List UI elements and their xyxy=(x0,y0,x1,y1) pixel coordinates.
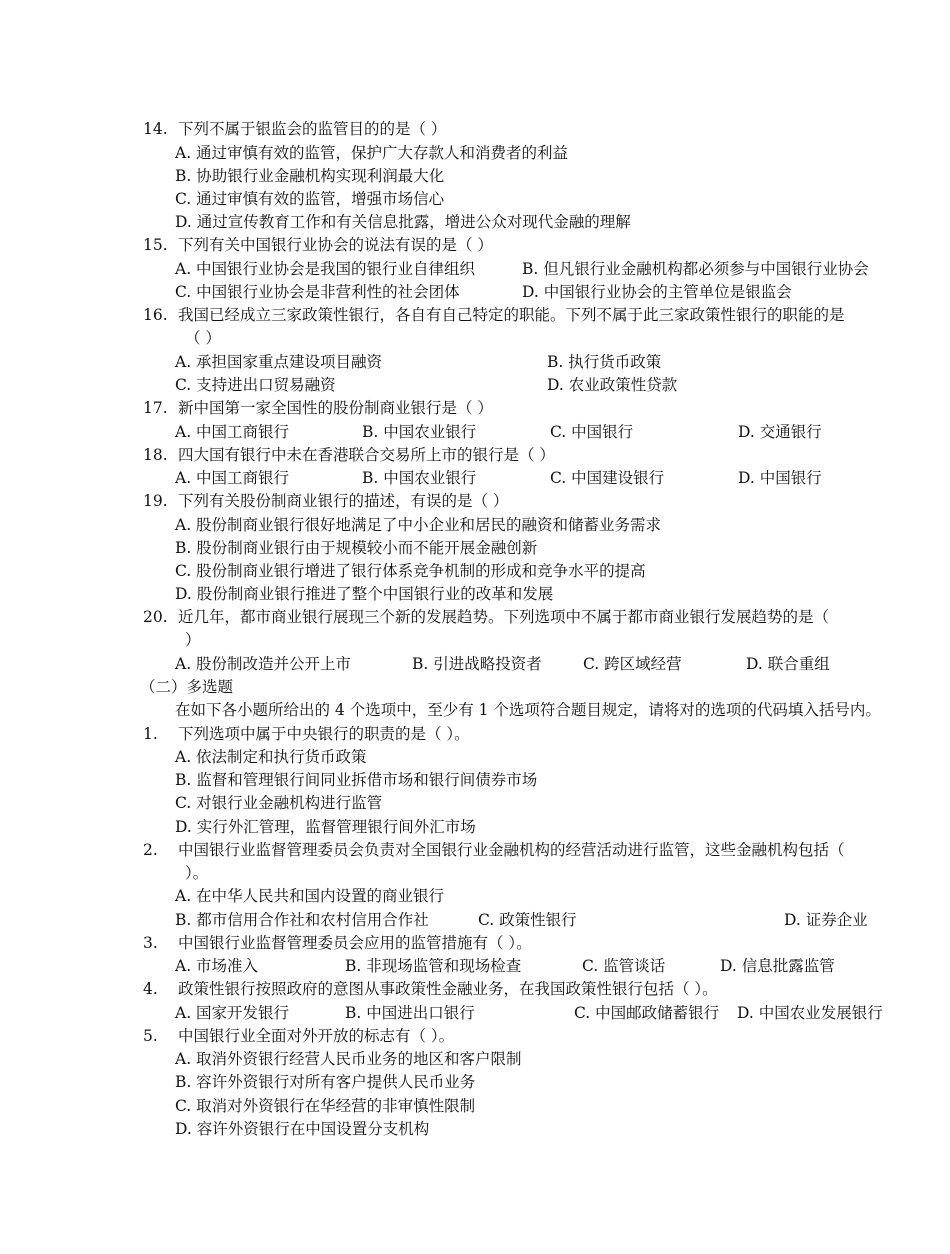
option: D. 中国银行业协会的主管单位是银监会 xyxy=(522,283,792,301)
question-number: 2. xyxy=(143,841,158,859)
option: B. 股份制商业银行由于规模较小而不能开展金融创新 xyxy=(175,539,538,557)
option: B. 执行货币政策 xyxy=(547,353,662,371)
option: D. 交通银行 xyxy=(738,423,822,441)
option: A. 市场准入 xyxy=(175,957,259,975)
option: C. 对银行业金融机构进行监管 xyxy=(175,794,383,812)
option: C. 监管谈话 xyxy=(582,957,666,975)
question-text: 近几年，都市商业银行展现三个新的发展趋势。下列选项中不属于都市商业银行发展趋势的是（ xyxy=(178,608,830,626)
option: D. 联合重组 xyxy=(746,655,830,673)
question-text: 下列有关股份制商业银行的描述，有误的是（ ） xyxy=(178,492,509,510)
option: D. 实行外汇管理，监督管理银行间外汇市场 xyxy=(175,818,476,836)
option: C. 支持进出口贸易融资 xyxy=(175,376,336,394)
question-text: 四大国有银行中未在香港联合交易所上市的银行是（ ） xyxy=(178,446,555,464)
option: C. 中国银行业协会是非营利性的社会团体 xyxy=(175,283,460,301)
option: A. 依法制定和执行货币政策 xyxy=(175,748,367,766)
question-number: 15. xyxy=(143,236,168,254)
option: D. 信息批露监管 xyxy=(720,957,835,975)
option: D. 中国银行 xyxy=(738,469,822,487)
option: B. 中国农业银行 xyxy=(362,469,477,487)
question-number: 16. xyxy=(143,306,168,324)
option: B. 协助银行业金融机构实现利润最大化 xyxy=(175,167,445,185)
option: B. 容许外资银行对所有客户提供人民币业务 xyxy=(175,1073,476,1091)
question-text: 中国银行业监督管理委员会应用的监管措施有（ ）。 xyxy=(178,934,532,952)
option: B. 但凡银行业金融机构都必须参与中国银行业协会 xyxy=(522,260,869,278)
option: C. 中国建设银行 xyxy=(550,469,665,487)
option: C. 跨区域经营 xyxy=(583,655,682,673)
option: C. 中国邮政储蓄银行 xyxy=(574,1004,720,1022)
option: C. 取消对外资银行在华经营的非审慎性限制 xyxy=(175,1097,476,1115)
option: B. 非现场监管和现场检查 xyxy=(345,957,522,975)
section-intro: 在如下各小题所给出的 4 个选项中，至少有 1 个选项符合题目规定，请将对的选项的代码填入括号内。 xyxy=(175,701,881,719)
question-number: 3. xyxy=(143,934,158,952)
option: A. 在中华人民共和国内设置的商业银行 xyxy=(175,887,445,905)
question-number: 17. xyxy=(143,399,168,417)
option: C. 中国银行 xyxy=(550,423,634,441)
question-number: 20. xyxy=(143,608,168,626)
option: D. 通过宣传教育工作和有关信息批露，增进公众对现代金融的理解 xyxy=(175,213,631,231)
option: B. 中国进出口银行 xyxy=(345,1004,475,1022)
question-text: 下列选项中属于中央银行的职责的是（ ）。 xyxy=(178,725,470,743)
option: B. 都市信用合作社和农村信用合作社 xyxy=(175,911,429,929)
question-number: 18. xyxy=(143,446,168,464)
question-number: 1. xyxy=(143,725,158,743)
option: B. 中国农业银行 xyxy=(362,423,477,441)
question-number: 14. xyxy=(143,120,168,138)
option: C. 股份制商业银行增进了银行体系竞争机制的形成和竞争水平的提高 xyxy=(175,562,646,580)
question-text: 我国已经成立三家政策性银行，各自有自己特定的职能。下列不属于此三家政策性银行的职能的是 xyxy=(178,306,845,324)
question-text: 中国银行业全面对外开放的标志有（ ）。 xyxy=(178,1027,455,1045)
question-text: 新中国第一家全国性的股份制商业银行是（ ） xyxy=(178,399,493,417)
question-text-continuation: ） xyxy=(185,631,201,649)
option: A. 取消外资银行经营人民币业务的地区和客户限制 xyxy=(175,1050,522,1068)
question-number: 4. xyxy=(143,980,158,998)
section-heading: （二）多选题 xyxy=(140,678,234,696)
option: C. 通过审慎有效的监管，增强市场信心 xyxy=(175,190,445,208)
question-text-continuation: （ ） xyxy=(185,329,221,347)
question-number: 5. xyxy=(143,1027,158,1045)
option: D. 容许外资银行在中国设置分支机构 xyxy=(175,1120,430,1138)
option: D. 中国农业发展银行 xyxy=(737,1004,883,1022)
option: D. 股份制商业银行推进了整个中国银行业的改革和发展 xyxy=(175,585,554,603)
question-text: 下列有关中国银行业协会的说法有误的是（ ） xyxy=(178,236,493,254)
question-number: 19. xyxy=(143,492,168,510)
option: D. 农业政策性贷款 xyxy=(547,376,678,394)
question-text: 下列不属于银监会的监管目的的是（ ） xyxy=(178,120,447,138)
option: A. 中国工商银行 xyxy=(175,423,290,441)
option: A. 通过审慎有效的监管，保护广大存款人和消费者的利益 xyxy=(175,144,569,162)
option: A. 承担国家重点建设项目融资 xyxy=(175,353,383,371)
question-text: 政策性银行按照政府的意图从事政策性金融业务，在我国政策性银行包括（ ）。 xyxy=(178,980,718,998)
option: A. 股份制商业银行很好地满足了中小企业和居民的融资和储蓄业务需求 xyxy=(175,516,662,534)
question-text-continuation: ）。 xyxy=(185,864,209,882)
option: D. 证券企业 xyxy=(784,911,868,929)
option: B. 监督和管理银行间同业拆借市场和银行间债券市场 xyxy=(175,771,538,789)
option: B. 引进战略投资者 xyxy=(412,655,542,673)
option: A. 中国工商银行 xyxy=(175,469,290,487)
option: A. 股份制改造并公开上市 xyxy=(175,655,352,673)
question-text: 中国银行业监督管理委员会负责对全国银行业金融机构的经营活动进行监管，这些金融机构包括（ xyxy=(178,841,845,859)
option: A. 中国银行业协会是我国的银行业自律组织 xyxy=(175,260,476,278)
option: C. 政策性银行 xyxy=(478,911,577,929)
option: A. 国家开发银行 xyxy=(175,1004,290,1022)
